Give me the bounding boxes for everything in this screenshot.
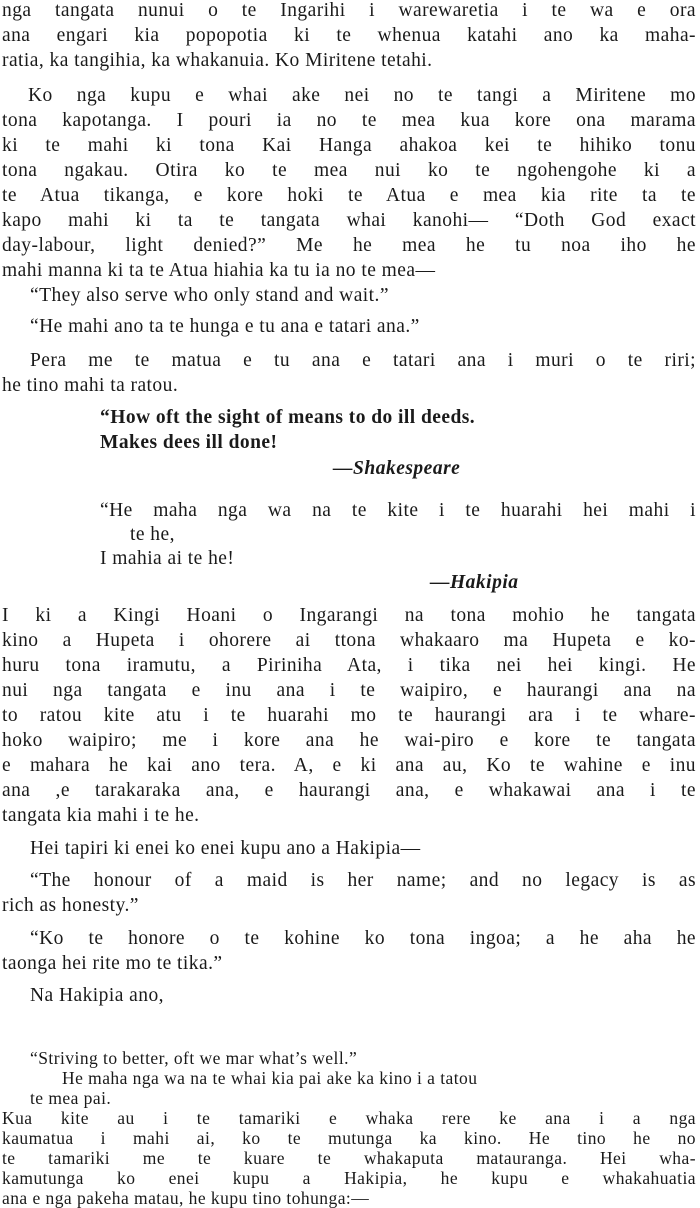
text-line: ana engari kia popopotia ki te whenua katahi ano ka maha- bbox=[2, 25, 696, 46]
text-line: kamutunga ko enei kupu a Hakipia, he kupu e whakahuatia bbox=[2, 1168, 696, 1188]
quote-line: “The honour of a maid is her name; and no legacy is as bbox=[30, 870, 696, 891]
text-line: ana ,e tarakaraka ana, e haurangi ana, e whakawai ana i te bbox=[2, 780, 696, 801]
text-line: he tino mahi ta ratou. bbox=[2, 375, 179, 396]
text-line: kapo mahi ki ta te tangata whai kanohi— “Doth God exact bbox=[2, 210, 696, 231]
quote-line: “He mahi ano ta te hunga e tu ana e tatari ana.” bbox=[30, 316, 420, 337]
text-line: Pera me te matua e tu ana e tatari ana i muri o te riri; bbox=[30, 350, 696, 371]
quote-line: te he, bbox=[130, 524, 175, 545]
quote-line: “Striving to better, oft we mar what’s well.” bbox=[30, 1048, 358, 1068]
text-line: kaumatua i mahi ai, ko te mutunga ka kino. He tino he no bbox=[2, 1128, 696, 1148]
text-line: Na Hakipia ano, bbox=[30, 985, 164, 1006]
text-line: nui nga tangata e inu ana i te waipiro, e haurangi ana na bbox=[2, 680, 696, 701]
text-line: te Atua tikanga, e kore hoki te Atua e mea kia rite ta te bbox=[2, 185, 696, 206]
quote-line: Makes dees ill done! bbox=[100, 432, 278, 453]
quote-attribution: —Hakipia bbox=[430, 572, 519, 593]
text-line: He maha nga wa na te whai kia pai ake ka kino i a tatou bbox=[62, 1068, 478, 1088]
quote-line: rich as honesty.” bbox=[2, 895, 139, 916]
text-line: Hei tapiri ki enei ko enei kupu ano a Hakipia— bbox=[30, 838, 421, 859]
text-line: ana e nga pakeha matau, he kupu tino tohunga:— bbox=[2, 1188, 370, 1208]
text-line: huru tona iramutu, a Piriniha Ata, i tika nei hei kingi. He bbox=[2, 655, 696, 676]
text-line: I ki a Kingi Hoani o Ingarangi na tona mohio he tangata bbox=[2, 605, 696, 626]
quote-line: taonga hei rite mo te tika.” bbox=[2, 953, 223, 974]
text-line: tona ngakau. Otira ko te mea nui ko te ngohengohe ki a bbox=[2, 160, 696, 181]
text-line: ki te mahi ki tona Kai Hanga ahakoa kei te hihiko tonu bbox=[2, 135, 696, 156]
text-line: tona kapotanga. I pouri ia no te mea kua kore ona marama bbox=[2, 110, 696, 131]
text-line: tangata kia mahi i te he. bbox=[2, 805, 200, 826]
quote-line: “How oft the sight of means to do ill deeds. bbox=[100, 407, 476, 428]
quote-line: “Ko te honore o te kohine ko tona ingoa; a he aha he bbox=[30, 928, 696, 949]
text-line: kino a Hupeta i ohorere ai ttona whakaaro ma Hupeta e ko- bbox=[2, 630, 696, 651]
text-line: Kua kite au i te tamariki e whaka rere ke ana i a nga bbox=[2, 1108, 696, 1128]
text-line: ratia, ka tangihia, ka whakanuia. Ko Miritene tetahi. bbox=[2, 50, 433, 71]
text-line: nga tangata nunui o te Ingarihi i warewaretia i te wa e ora bbox=[2, 0, 696, 21]
quote-attribution: —Shakespeare bbox=[333, 458, 461, 479]
quote-line: “They also serve who only stand and wait.” bbox=[30, 285, 389, 306]
quote-line: I mahia ai te he! bbox=[100, 548, 235, 569]
text-line: Ko nga kupu e whai ake nei no te tangi a Miritene mo bbox=[28, 85, 696, 106]
text-line: day-labour, light denied?” Me he mea he tu noa iho he bbox=[2, 235, 696, 256]
text-line: to ratou kite atu i te huarahi mo te haurangi ara i te whare- bbox=[2, 705, 696, 726]
text-line: e mahara he kai ano tera. A, e ki ana au, Ko te wahine e inu bbox=[2, 755, 696, 776]
text-line: hoko waipiro; me i kore ana he wai-piro e kore te tangata bbox=[2, 730, 696, 751]
text-line: mahi manna ki ta te Atua hiahia ka tu ia no te mea— bbox=[2, 260, 436, 281]
quote-line: “He maha nga wa na te kite i te huarahi hei mahi i bbox=[100, 500, 696, 521]
text-line: te mea pai. bbox=[30, 1088, 112, 1108]
text-line: te tamariki me te kuare te whakaputa matauranga. Hei wha- bbox=[2, 1148, 696, 1168]
